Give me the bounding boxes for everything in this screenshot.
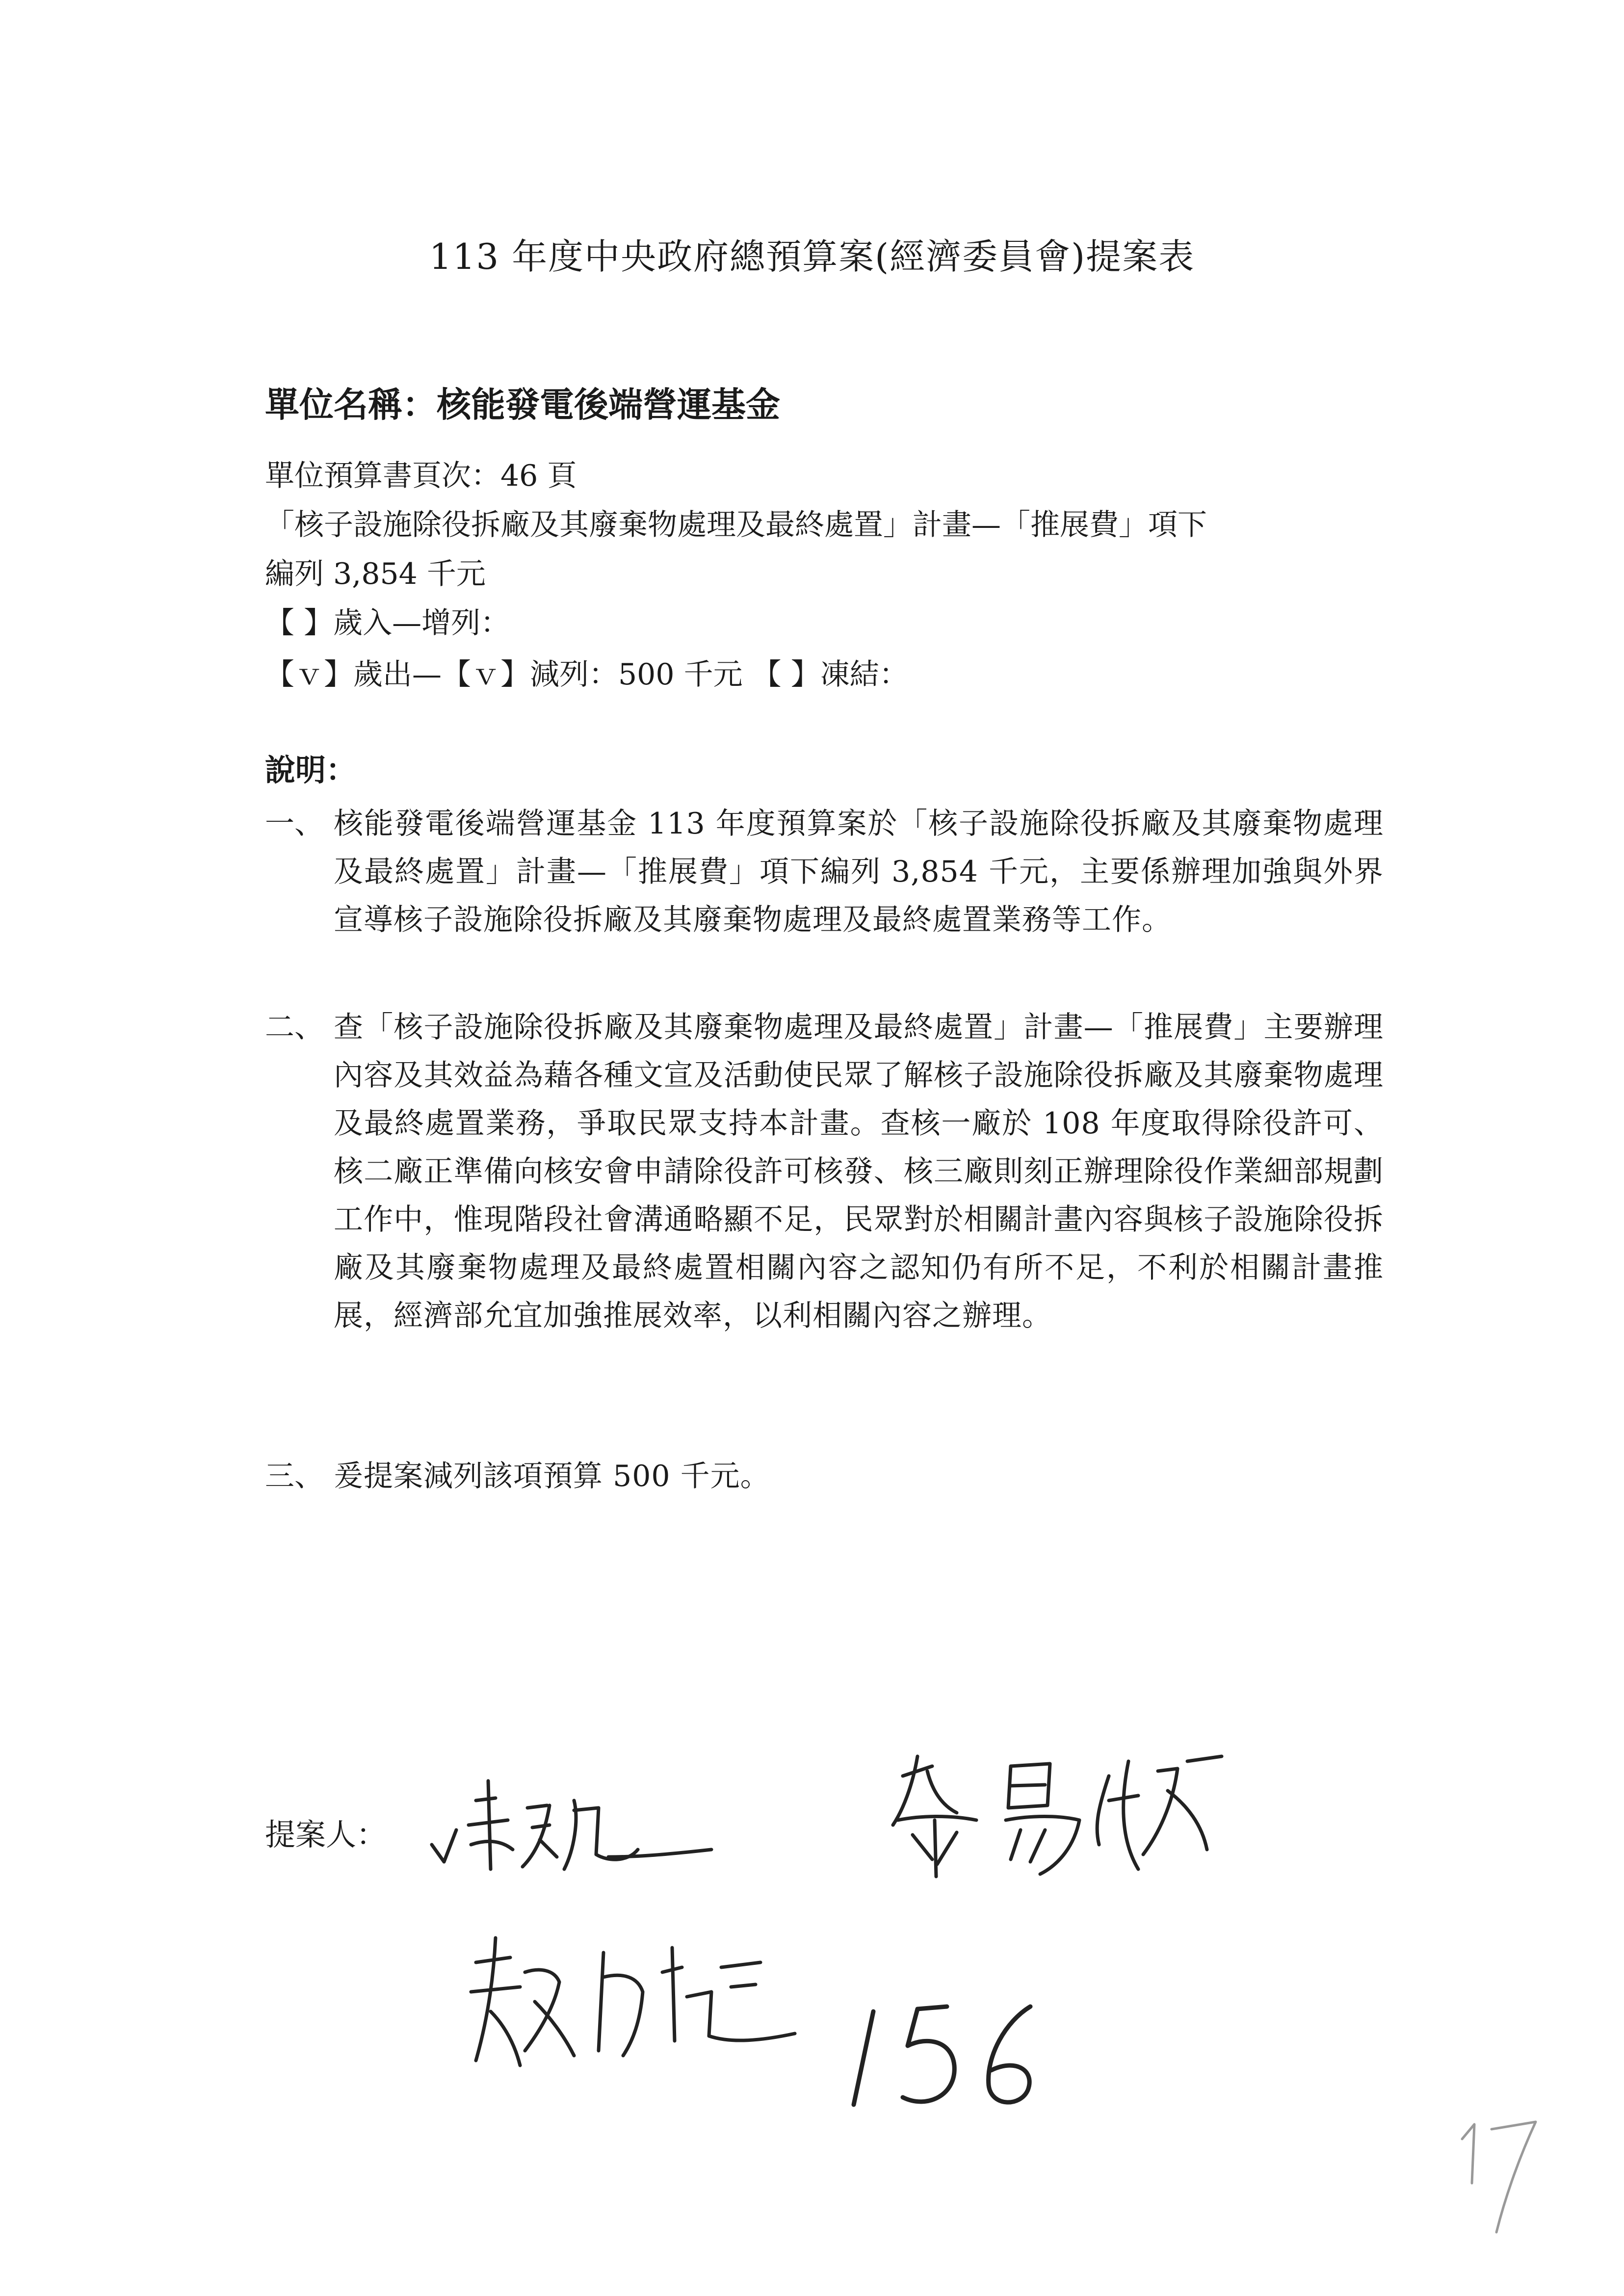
- revenue-increase-line: 【 】歲入—增列：: [265, 606, 510, 640]
- item-number: 二、: [265, 1010, 324, 1044]
- handwritten-page-number: [844, 1992, 1050, 2110]
- signature-2: [883, 1747, 1236, 1884]
- signature-3: [456, 1928, 810, 2075]
- expenditure-reduction-line: 【ｖ】歲出—【ｖ】減列：500 千元 【 】凍結：: [265, 657, 909, 692]
- allocation-amount-line: 編列 3,854 千元: [265, 557, 486, 591]
- item-text: 爰提案減列該項預算 500 千元。: [334, 1459, 770, 1493]
- explanation-item-1: [265, 800, 1384, 944]
- budget-page-reference: 單位預算書頁次：46 頁: [265, 459, 577, 493]
- explanation-item-3: [265, 1452, 1384, 1500]
- handwritten-corner-mark: [1452, 2110, 1541, 2237]
- item-number: 三、: [265, 1459, 324, 1493]
- unit-name-heading: 單位名稱：核能發電後端營運基金: [265, 384, 780, 425]
- item-text: 核能發電後端營運基金 113 年度預算案於「核子設施除役拆廠及其廢棄物處理及最終處置」計畫—「推展費」項下編列 3,854 千元，主要係辦理加強與外界宣導核子設施除役拆廠及其廢棄物處理及最終處置業務等工作。: [334, 807, 1384, 937]
- document-title: 113 年度中央政府總預算案(經濟委員會)提案表: [429, 236, 1195, 277]
- explanation-item-2: [265, 1003, 1384, 1340]
- signature-1: [422, 1771, 726, 1884]
- explanation-label: 說明：: [265, 752, 357, 788]
- item-text: 查「核子設施除役拆廠及其廢棄物處理及最終處置」計畫—「推展費」主要辦理內容及其效益為藉各種文宣及活動使民眾了解核子設施除役拆廠及其廢棄物處理及最終處置業務，爭取民眾支持本計畫。查核一廠於 108 年度取得除役許可、核二廠正準備向核安會申請除役許可核發、核三廠則刻正辦理除役作業細部規劃工作中，惟現階段社會溝通略顯不足，民眾對於相關計畫內容與核子設施除役拆廠及其廢棄物處理及最終處置相關內容之認知仍有所不足，不利於相關計畫推展，經濟部允宜加強推展效率，以利相關內容之辦理。: [334, 1010, 1384, 1333]
- plan-item-line: 「核子設施除役拆廠及其廢棄物處理及最終處置」計畫—「推展費」項下: [265, 508, 1207, 542]
- item-number: 一、: [265, 807, 324, 841]
- proposer-label: 提案人：: [265, 1817, 387, 1852]
